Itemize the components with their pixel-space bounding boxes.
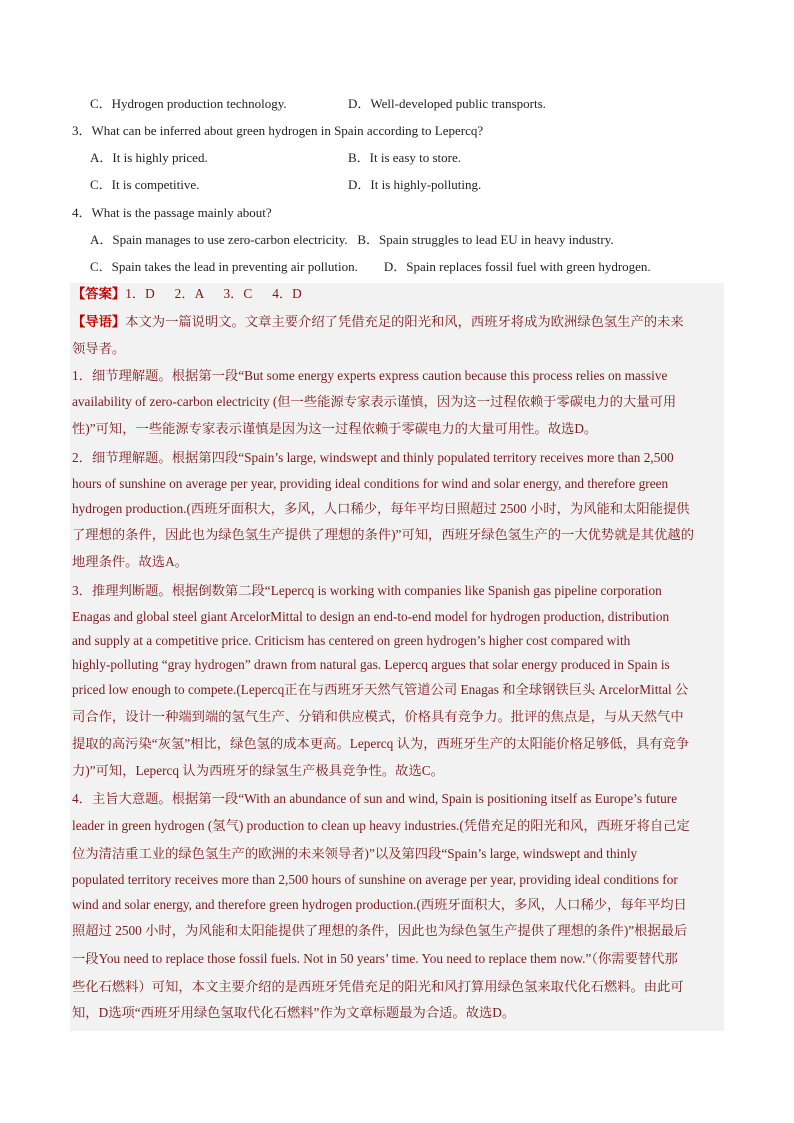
guide-text-1: 本文为一篇说明文。文章主要介绍了凭借充足的阳光和风，西班牙将成为欧洲绿色氢生产的未来 bbox=[125, 314, 684, 329]
explanation-line: 3．推理判断题。根据倒数第二段“Lepercq is working with companies like Spanish gas pipeline corporation bbox=[72, 583, 662, 598]
q4-stem: 4．What is the passage mainly about? bbox=[72, 205, 272, 220]
q3-option-d: D．It is highly-polluting. bbox=[348, 177, 482, 192]
explanation-line: wind and solar energy, and therefore green hydrogen production.(西班牙面积大，多风，人口稀少，每年平均日 bbox=[72, 897, 687, 912]
explanation-line: 了理想的条件，因此也为绿色氢生产提供了理想的条件)”可知，西班牙绿色氢生产的一大优势就是其优越的 bbox=[72, 527, 694, 542]
answer-text: 1．D 2．A 3．C 4．D bbox=[125, 286, 302, 301]
explanation-line: hours of sunshine on average per year, providing ideal conditions for wind and solar energy, and therefore green bbox=[72, 476, 669, 491]
explanation-line: hydrogen production.(西班牙面积大，多风，人口稀少，每年平均日照超过 2500 小时，为风能和太阳能提供 bbox=[72, 501, 690, 516]
explanation-line: 照超过 2500 小时，为风能和太阳能提供了理想的条件，因此也为绿色氢生产提供了理想的条件)”根据最后 bbox=[72, 923, 688, 938]
explanation-line: 2．细节理解题。根据第四段“Spain’s large, windswept and thinly populated territory receives more than 2,500 bbox=[72, 450, 674, 465]
explanation-line: highly-polluting “gray hydrogen” drawn from natural gas. Lepercq argues that solar energy produced in Spain is bbox=[72, 657, 670, 672]
q3-option-c: C．It is competitive. bbox=[90, 177, 200, 192]
q2-option-d: D．Well-developed public transports. bbox=[348, 96, 546, 111]
q3-option-b: B．It is easy to store. bbox=[348, 150, 462, 165]
explanation-line: 一段You need to replace those fossil fuels. Not in 50 years’ time. You need to replace them now.”（你需要替代那 bbox=[72, 951, 678, 966]
explanation-line: 司合作，设计一种端到端的氢气生产、分销和供应模式，价格具有竞争力。批评的焦点是，与从天然气中 bbox=[72, 709, 684, 724]
q4-options-cd: C．Spain takes the lead in preventing air pollution. D．Spain replaces fossil fuel with green hydrogen. bbox=[90, 259, 651, 274]
explanation-line: 性)”可知，一些能源专家表示谨慎是因为这一过程依赖于零碳电力的大量可用性。故选D。 bbox=[72, 421, 598, 436]
q4-options-ab: A．Spain manages to use zero-carbon electricity. B．Spain struggles to lead EU in heavy industry. bbox=[90, 232, 614, 247]
explanation-line: 知，D选项“西班牙用绿色氢取代化石燃料”作为文章标题最为合适。故选D。 bbox=[72, 1005, 516, 1020]
explanation-line: leader in green hydrogen (氢气) production to clean up heavy industries.(凭借充足的阳光和风，西班牙将自己定 bbox=[72, 818, 690, 833]
explanation-line: 些化石燃料）可知，本文主要介绍的是西班牙凭借充足的阳光和风打算用绿色氢来取代化石燃料。由此可 bbox=[72, 979, 684, 994]
explanation-line: 提取的高污染“灰氢”相比，绿色氢的成本更高。Lepercq 认为，西班牙生产的太阳能价格足够低，具有竞争 bbox=[72, 736, 690, 751]
explanation-line: 力)”可知，Lepercq 认为西班牙的绿氢生产极具竞争性。故选C。 bbox=[72, 763, 444, 778]
explanation-line: populated territory receives more than 2,500 hours of sunshine on average per year, providing ideal conditions for bbox=[72, 872, 678, 887]
explanation-line: 1．细节理解题。根据第一段“But some energy experts express caution because this process relies on massive bbox=[72, 368, 668, 383]
q3-option-a: A．It is highly priced. bbox=[90, 150, 208, 165]
explanation-line: 位为清洁重工业的绿色氢生产的欧洲的未来领导者)”以及第四段“Spain’s large, windswept and thinly bbox=[72, 846, 638, 861]
guide-line-2: 领导者。 bbox=[72, 341, 126, 356]
guide-tag: 【导语】 bbox=[72, 314, 126, 329]
explanation-line: availability of zero-carbon electricity (但一些能源专家表示谨慎，因为这一过程依赖于零碳电力的大量可用 bbox=[72, 394, 677, 409]
explanation-line: Enagas and global steel giant ArcelorMittal to design an end-to-end model for hydrogen production, distribution bbox=[72, 609, 670, 624]
explanation-line: and supply at a competitive price. Criticism has centered on green hydrogen’s higher cost compared with bbox=[72, 633, 631, 648]
explanation-line: 地理条件。故选A。 bbox=[72, 554, 188, 569]
answer-line bbox=[72, 285, 302, 303]
q2-option-c: C．Hydrogen production technology. bbox=[90, 96, 287, 111]
q3-stem: 3．What can be inferred about green hydrogen in Spain according to Lepercq? bbox=[72, 123, 484, 138]
guide-line-1 bbox=[72, 313, 684, 331]
answer-tag: 【答案】 bbox=[72, 286, 126, 301]
explanation-line: 4．主旨大意题。根据第一段“With an abundance of sun and wind, Spain is positioning itself as Europe’s future bbox=[72, 791, 678, 806]
explanation-line: priced low enough to compete.(Lepercq正在与西班牙天然气管道公司 Enagas 和全球钢铁巨头 ArcelorMittal 公 bbox=[72, 682, 689, 697]
